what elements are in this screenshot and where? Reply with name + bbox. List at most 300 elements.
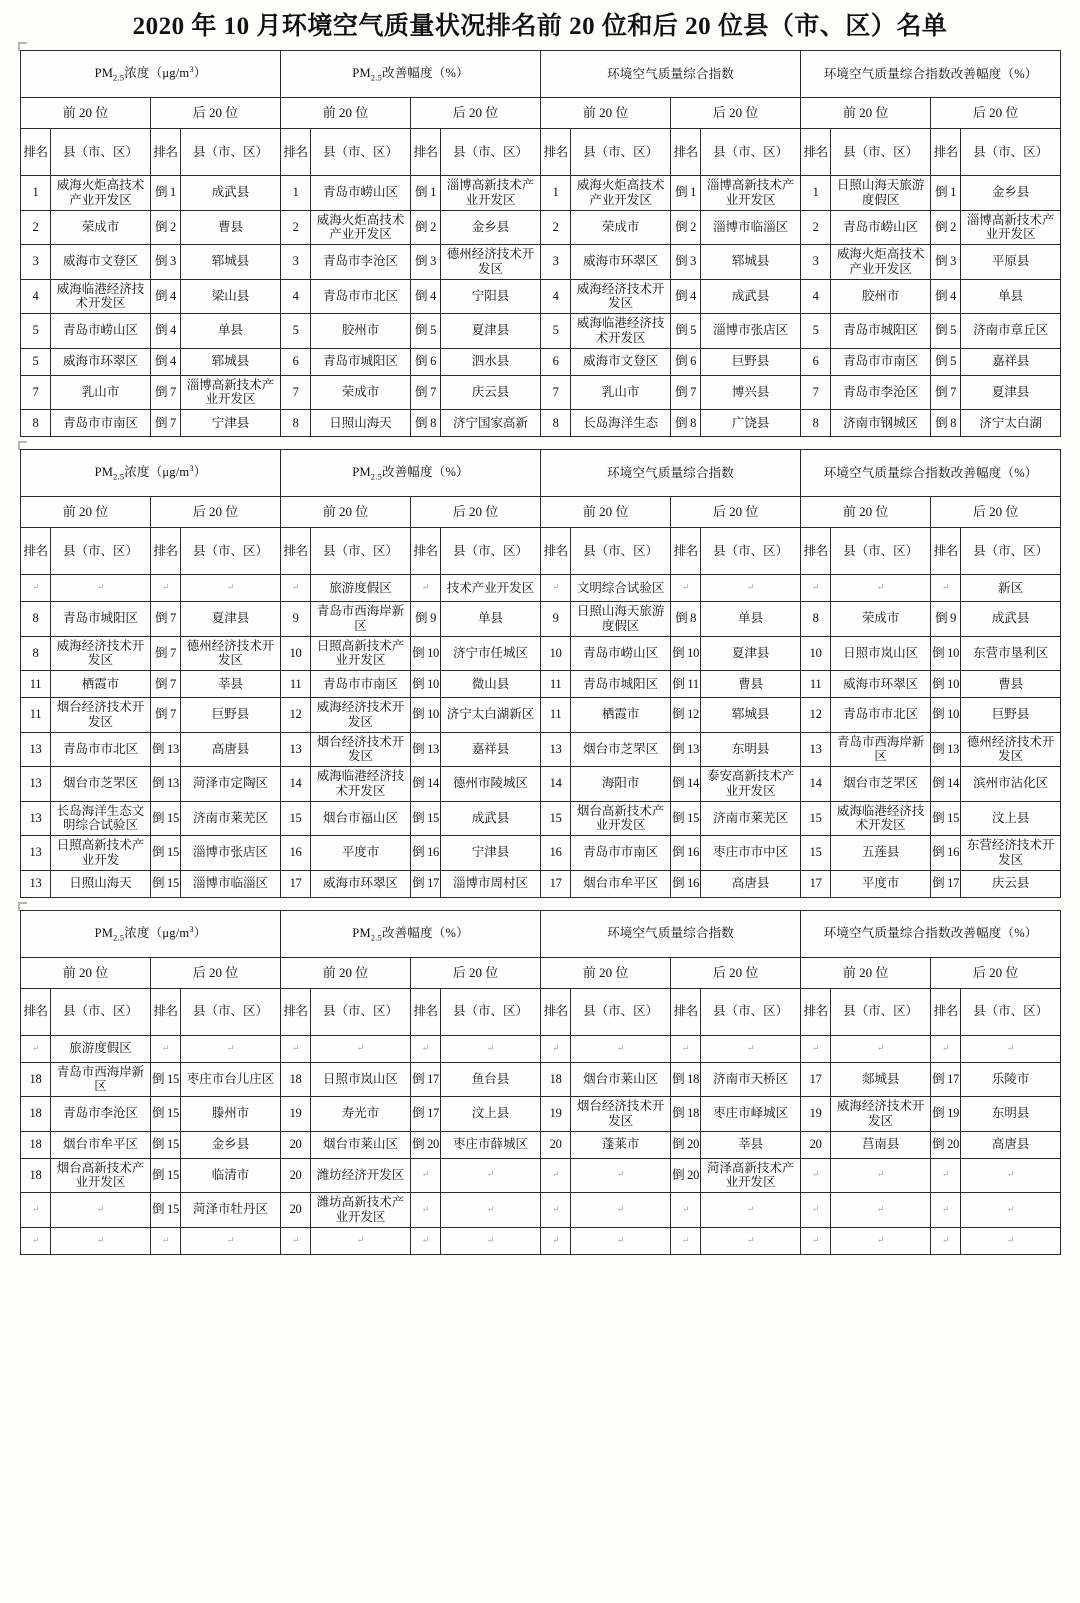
column-header-row <box>21 528 1061 575</box>
column-header-county: 县（市、区） <box>181 988 281 1035</box>
cell-county: 淄博市张店区 <box>181 836 281 871</box>
cell-rank: 17 <box>281 870 311 897</box>
cell-county: 荣成市 <box>571 210 671 245</box>
cell-rank: 18 <box>281 1062 311 1097</box>
column-header-county: 县（市、区） <box>961 988 1061 1035</box>
cell-county <box>441 1227 541 1254</box>
cell-rank: 倒 2 <box>411 210 441 245</box>
rank-group-header-row <box>21 98 1061 129</box>
rank-group-bottom-pm25-improve: 后 20 位 <box>411 497 541 528</box>
cell-county: 烟台市福山区 <box>311 801 411 836</box>
cell-county: 青岛市市南区 <box>831 348 931 375</box>
rank-group-bottom-aqi-improve: 后 20 位 <box>931 957 1061 988</box>
cell-county: 莒南县 <box>831 1131 931 1158</box>
rank-group-header-row <box>21 957 1061 988</box>
cell-county: 单县 <box>701 602 801 637</box>
table-row <box>21 410 1061 437</box>
cell-rank: 倒 13 <box>931 732 961 767</box>
cell-county: 曹县 <box>961 671 1061 698</box>
table-row <box>21 375 1061 410</box>
cell-county: 郓城县 <box>701 698 801 733</box>
cell-county: 技术产业开发区 <box>441 575 541 602</box>
empty-cell-mark: ↵ <box>96 1234 105 1245</box>
cell-rank: 19 <box>541 1097 571 1132</box>
table-row <box>21 1062 1061 1097</box>
cell-rank: 倒 8 <box>931 410 961 437</box>
cell-county: 金乡县 <box>441 210 541 245</box>
cell-rank: 倒 13 <box>151 767 181 802</box>
cell-county: 威海临港经济技术开发区 <box>571 314 671 349</box>
cell-county: 济宁市任城区 <box>441 636 541 671</box>
column-header-rank: 排名 <box>151 129 181 176</box>
column-header-rank: 排名 <box>21 528 51 575</box>
empty-cell-mark: ↵ <box>421 1169 430 1180</box>
empty-cell-mark: ↵ <box>746 1042 755 1053</box>
cell-county <box>961 1227 1061 1254</box>
cell-county: 成武县 <box>441 801 541 836</box>
cell-rank: 倒 17 <box>411 1062 441 1097</box>
cell-rank: 倒 15 <box>151 1131 181 1158</box>
cell-county: 郓城县 <box>181 348 281 375</box>
rank-group-top-aqi-improve: 前 20 位 <box>801 98 931 129</box>
cell-county: 青岛市城阳区 <box>831 314 931 349</box>
cell-county: 威海市环翠区 <box>831 671 931 698</box>
rank-group-top-pm25-improve: 前 20 位 <box>281 98 411 129</box>
cell-rank: 11 <box>21 671 51 698</box>
cell-rank: 4 <box>801 279 831 314</box>
cell-county: 寿光市 <box>311 1097 411 1132</box>
cell-county: 滕州市 <box>181 1097 281 1132</box>
cell-county: 栖霞市 <box>51 671 151 698</box>
column-header-county: 县（市、区） <box>441 129 541 176</box>
cell-rank: 9 <box>541 602 571 637</box>
cell-rank: 倒 9 <box>411 602 441 637</box>
rank-group-bottom-pm25-improve: 后 20 位 <box>411 957 541 988</box>
table-row <box>21 870 1061 897</box>
rank-group-bottom-pm25-conc: 后 20 位 <box>151 497 281 528</box>
cell-county: 青岛市城阳区 <box>51 602 151 637</box>
column-header-county: 县（市、区） <box>571 528 671 575</box>
column-header-county: 县（市、区） <box>701 528 801 575</box>
column-header-rank: 排名 <box>671 528 701 575</box>
cell-rank: 倒 14 <box>671 767 701 802</box>
column-header-county: 县（市、区） <box>311 528 411 575</box>
cell-rank: 倒 15 <box>151 801 181 836</box>
empty-cell-mark: ↵ <box>1006 1169 1015 1180</box>
metric-header-pm25-improve: $PM_{2.5}$改善幅度（%） <box>281 51 541 98</box>
column-header-county: 县（市、区） <box>831 129 931 176</box>
cell-county: 青岛市市南区 <box>51 410 151 437</box>
cell-rank: 倒 5 <box>671 314 701 349</box>
cell-county: 东营经济技术开发区 <box>961 836 1061 871</box>
cell-county: 乳山市 <box>51 375 151 410</box>
cell-rank <box>931 1227 961 1254</box>
cell-county: 济南市莱芜区 <box>181 801 281 836</box>
column-header-rank: 排名 <box>671 129 701 176</box>
column-header-rank: 排名 <box>801 528 831 575</box>
empty-cell-mark: ↵ <box>226 1234 235 1245</box>
cell-rank <box>411 1035 441 1062</box>
cell-rank: 倒 14 <box>931 767 961 802</box>
cell-rank: 倒 18 <box>671 1062 701 1097</box>
cell-rank: 8 <box>21 410 51 437</box>
cell-rank <box>21 1035 51 1062</box>
cell-county: 成武县 <box>961 602 1061 637</box>
column-header-county: 县（市、区） <box>961 528 1061 575</box>
cell-county: 潍坊高新技术产业开发区 <box>311 1193 411 1228</box>
metric-header-aqi-improve: 环境空气质量综合指数改善幅度（%） <box>801 450 1061 497</box>
cell-county: 威海经济技术开发区 <box>311 698 411 733</box>
metric-header-pm25-conc: $PM_{2.5}$浓度$(\mu g/m^3)$ <box>21 450 281 497</box>
table-continuation-row <box>21 575 1061 602</box>
metric-header-pm25-conc: $PM_{2.5}$浓度$(\mu g/m^3)$ <box>21 51 281 98</box>
cell-county: 威海经济技术开发区 <box>831 1097 931 1132</box>
cell-rank: 倒 4 <box>671 279 701 314</box>
cell-county: 烟台市莱山区 <box>311 1131 411 1158</box>
cell-rank: 5 <box>21 314 51 349</box>
cell-rank: 8 <box>21 636 51 671</box>
cell-rank: 5 <box>541 314 571 349</box>
metric-header-pm25-improve: $PM_{2.5}$改善幅度（%） <box>281 450 541 497</box>
column-header-rank: 排名 <box>411 988 441 1035</box>
cell-county: 高唐县 <box>181 732 281 767</box>
empty-cell-mark: ↵ <box>941 1169 950 1180</box>
cell-county: 梁山县 <box>181 279 281 314</box>
cell-rank: 5 <box>281 314 311 349</box>
cell-county <box>961 1158 1061 1193</box>
cell-county: 威海火炬高技术产业开发区 <box>831 245 931 280</box>
cell-county: 德州市陵城区 <box>441 767 541 802</box>
table-row <box>21 1193 1061 1228</box>
page-title: 2020 年 10 月环境空气质量状况排名前 20 位和后 20 位县（市、区）名单 <box>132 13 948 40</box>
cell-rank: 15 <box>541 801 571 836</box>
cell-county: 乳山市 <box>571 375 671 410</box>
cell-county <box>51 575 151 602</box>
empty-cell-mark: ↵ <box>161 582 170 593</box>
cell-rank: 15 <box>281 801 311 836</box>
cell-county: 宁津县 <box>181 410 281 437</box>
cell-rank: 17 <box>801 1062 831 1097</box>
cell-rank: 3 <box>801 245 831 280</box>
table-row <box>21 767 1061 802</box>
cell-rank: 倒 7 <box>151 602 181 637</box>
cell-county: 成武县 <box>181 176 281 211</box>
column-header-county: 县（市、区） <box>701 129 801 176</box>
cell-rank: 倒 16 <box>931 836 961 871</box>
cell-county: 荣成市 <box>831 602 931 637</box>
cell-rank <box>931 1193 961 1228</box>
cell-rank <box>281 1227 311 1254</box>
cell-county: 日照山海天旅游度假区 <box>831 176 931 211</box>
cell-rank: 倒 10 <box>411 671 441 698</box>
cell-county <box>961 1193 1061 1228</box>
cell-county <box>831 1035 931 1062</box>
column-header-rank: 排名 <box>801 988 831 1035</box>
cell-county: 五莲县 <box>831 836 931 871</box>
cell-county: 夏津县 <box>181 602 281 637</box>
empty-cell-mark: ↵ <box>31 1234 40 1245</box>
empty-cell-mark: ↵ <box>876 1042 885 1053</box>
cell-county: 威海市文登区 <box>51 245 151 280</box>
cell-rank: 倒 17 <box>411 1097 441 1132</box>
column-header-county: 县（市、区） <box>181 528 281 575</box>
cell-county <box>571 1227 671 1254</box>
cell-rank: 4 <box>541 279 571 314</box>
cell-rank: 倒 18 <box>671 1097 701 1132</box>
cell-county: 宁津县 <box>441 836 541 871</box>
cell-rank: 倒 4 <box>151 348 181 375</box>
cell-rank: 倒 8 <box>411 410 441 437</box>
cell-rank: 11 <box>541 698 571 733</box>
cell-rank: 16 <box>281 836 311 871</box>
page-corner-mark-icon <box>18 42 28 52</box>
cell-county: 文明综合试验区 <box>571 575 671 602</box>
cell-county: 长岛海洋生态文明综合试验区 <box>51 801 151 836</box>
cell-rank: 倒 3 <box>931 245 961 280</box>
cell-county: 荣成市 <box>51 210 151 245</box>
cell-rank: 14 <box>281 767 311 802</box>
cell-county: 淄博高新技术产业开发区 <box>961 210 1061 245</box>
cell-rank: 7 <box>21 375 51 410</box>
cell-county: 烟台市莱山区 <box>571 1062 671 1097</box>
cell-rank <box>151 1227 181 1254</box>
cell-county <box>181 1227 281 1254</box>
cell-rank: 倒 1 <box>671 176 701 211</box>
cell-county <box>701 1193 801 1228</box>
cell-rank: 7 <box>541 375 571 410</box>
empty-cell-mark: ↵ <box>31 582 40 593</box>
cell-rank: 6 <box>541 348 571 375</box>
empty-cell-mark: ↵ <box>356 1042 365 1053</box>
empty-cell-mark: ↵ <box>876 1234 885 1245</box>
cell-rank: 20 <box>801 1131 831 1158</box>
ranking-table-3 <box>20 910 1060 1255</box>
cell-county: 旅游度假区 <box>311 575 411 602</box>
cell-county: 金乡县 <box>961 176 1061 211</box>
cell-rank <box>281 575 311 602</box>
table-row <box>21 210 1061 245</box>
cell-county: 金乡县 <box>181 1131 281 1158</box>
cell-county: 莘县 <box>701 1131 801 1158</box>
cell-rank: 倒 17 <box>931 870 961 897</box>
table-row <box>21 1227 1061 1254</box>
rank-group-bottom-aqi-improve: 后 20 位 <box>931 98 1061 129</box>
table-row <box>21 602 1061 637</box>
cell-county: 威海火炬高技术产业开发区 <box>311 210 411 245</box>
empty-cell-mark: ↵ <box>161 1042 170 1053</box>
cell-county: 淄博高新技术产业开发区 <box>441 176 541 211</box>
empty-cell-mark: ↵ <box>486 1203 495 1214</box>
rank-group-top-pm25-conc: 前 20 位 <box>21 957 151 988</box>
table-row <box>21 671 1061 698</box>
cell-county: 烟台市牟平区 <box>571 870 671 897</box>
cell-county: 烟台高新技术产业开发区 <box>571 801 671 836</box>
cell-county <box>441 1193 541 1228</box>
cell-rank: 13 <box>801 732 831 767</box>
cell-rank: 倒 10 <box>411 636 441 671</box>
cell-county: 滨州市沾化区 <box>961 767 1061 802</box>
cell-county: 淄博市临淄区 <box>701 210 801 245</box>
empty-cell-mark: ↵ <box>746 582 755 593</box>
cell-county: 青岛市市北区 <box>831 698 931 733</box>
cell-county: 青岛市市南区 <box>311 671 411 698</box>
cell-rank: 倒 16 <box>411 836 441 871</box>
cell-rank: 倒 1 <box>931 176 961 211</box>
cell-county: 单县 <box>181 314 281 349</box>
cell-rank: 17 <box>541 870 571 897</box>
cell-rank <box>801 1158 831 1193</box>
cell-county: 烟台市芝罘区 <box>51 767 151 802</box>
cell-county <box>961 1035 1061 1062</box>
cell-rank: 倒 7 <box>151 410 181 437</box>
empty-cell-mark: ↵ <box>811 1203 820 1214</box>
empty-cell-mark: ↵ <box>291 1234 300 1245</box>
cell-county <box>311 1035 411 1062</box>
cell-county <box>701 575 801 602</box>
cell-county <box>311 1227 411 1254</box>
column-header-rank: 排名 <box>21 988 51 1035</box>
cell-rank: 倒 2 <box>151 210 181 245</box>
cell-county: 东明县 <box>961 1097 1061 1132</box>
cell-rank: 倒 7 <box>151 671 181 698</box>
column-header-rank: 排名 <box>281 129 311 176</box>
column-header-rank: 排名 <box>411 528 441 575</box>
empty-cell-mark: ↵ <box>356 1234 365 1245</box>
cell-county: 单县 <box>441 602 541 637</box>
cell-rank: 3 <box>21 245 51 280</box>
rank-group-bottom-aqi-index: 后 20 位 <box>671 957 801 988</box>
cell-county: 烟台高新技术产业开发区 <box>51 1158 151 1193</box>
cell-county <box>181 575 281 602</box>
cell-county: 东明县 <box>701 732 801 767</box>
cell-county: 夏津县 <box>701 636 801 671</box>
cell-rank: 13 <box>21 767 51 802</box>
cell-county: 新区 <box>961 575 1061 602</box>
column-header-county: 县（市、区） <box>311 129 411 176</box>
cell-rank: 8 <box>801 410 831 437</box>
cell-county: 成武县 <box>701 279 801 314</box>
cell-county: 临清市 <box>181 1158 281 1193</box>
empty-cell-mark: ↵ <box>811 1234 820 1245</box>
cell-rank: 9 <box>281 602 311 637</box>
empty-cell-mark: ↵ <box>486 1042 495 1053</box>
cell-rank: 20 <box>541 1131 571 1158</box>
empty-cell-mark: ↵ <box>551 1203 560 1214</box>
cell-county: 青岛市市南区 <box>571 836 671 871</box>
metric-header-aqi-index: 环境空气质量综合指数 <box>541 450 801 497</box>
cell-county: 日照市岚山区 <box>831 636 931 671</box>
cell-rank: 倒 10 <box>931 698 961 733</box>
cell-rank: 倒 20 <box>931 1131 961 1158</box>
cell-county: 德州经济技术开发区 <box>961 732 1061 767</box>
cell-rank: 18 <box>21 1131 51 1158</box>
cell-rank <box>671 1035 701 1062</box>
cell-rank: 倒 15 <box>151 870 181 897</box>
cell-rank: 8 <box>21 602 51 637</box>
column-header-rank: 排名 <box>281 528 311 575</box>
cell-county: 青岛市李沧区 <box>51 1097 151 1132</box>
cell-rank: 1 <box>281 176 311 211</box>
empty-cell-mark: ↵ <box>161 1234 170 1245</box>
rank-group-top-pm25-improve: 前 20 位 <box>281 497 411 528</box>
empty-cell-mark: ↵ <box>421 582 430 593</box>
cell-county: 烟台市芝罘区 <box>831 767 931 802</box>
cell-county: 郯城县 <box>831 1062 931 1097</box>
cell-county <box>831 1158 931 1193</box>
metric-header-row <box>21 51 1061 98</box>
cell-county: 威海火炬高技术产业开发区 <box>571 176 671 211</box>
cell-rank <box>541 575 571 602</box>
metric-header-row <box>21 910 1061 957</box>
cell-county: 嘉祥县 <box>961 348 1061 375</box>
tables-container <box>0 50 1080 1255</box>
empty-cell-mark: ↵ <box>876 1169 885 1180</box>
cell-county: 平度市 <box>831 870 931 897</box>
column-header-rank: 排名 <box>151 528 181 575</box>
column-header-rank: 排名 <box>21 129 51 176</box>
cell-county: 东营市垦利区 <box>961 636 1061 671</box>
empty-cell-mark: ↵ <box>811 1042 820 1053</box>
cell-rank: 3 <box>541 245 571 280</box>
empty-cell-mark: ↵ <box>876 1203 885 1214</box>
cell-county: 乐陵市 <box>961 1062 1061 1097</box>
rank-group-bottom-aqi-index: 后 20 位 <box>671 98 801 129</box>
cell-county: 日照山海天 <box>311 410 411 437</box>
column-header-county: 县（市、区） <box>51 988 151 1035</box>
empty-cell-mark: ↵ <box>421 1042 430 1053</box>
cell-county: 汶上县 <box>441 1097 541 1132</box>
cell-rank: 8 <box>281 410 311 437</box>
cell-county: 日照高新技术产业开发 <box>51 836 151 871</box>
cell-county: 淄博高新技术产业开发区 <box>181 375 281 410</box>
rank-group-top-aqi-index: 前 20 位 <box>541 98 671 129</box>
cell-rank <box>671 1227 701 1254</box>
cell-rank: 倒 19 <box>931 1097 961 1132</box>
cell-county: 烟台市芝罘区 <box>571 732 671 767</box>
cell-county <box>571 1193 671 1228</box>
cell-county: 烟台经济技术开发区 <box>571 1097 671 1132</box>
cell-rank: 6 <box>801 348 831 375</box>
cell-rank: 倒 11 <box>671 671 701 698</box>
column-header-county: 县（市、区） <box>961 129 1061 176</box>
cell-county: 德州经济技术开发区 <box>441 245 541 280</box>
column-header-county: 县（市、区） <box>831 528 931 575</box>
ranking-table <box>20 50 1061 437</box>
cell-rank: 18 <box>21 1097 51 1132</box>
cell-county: 枣庄市台儿庄区 <box>181 1062 281 1097</box>
cell-county: 济南市天桥区 <box>701 1062 801 1097</box>
cell-rank: 5 <box>801 314 831 349</box>
cell-county <box>441 1035 541 1062</box>
cell-rank: 倒 7 <box>151 375 181 410</box>
rank-group-bottom-aqi-index: 后 20 位 <box>671 497 801 528</box>
cell-rank: 1 <box>21 176 51 211</box>
ranking-table <box>20 449 1061 898</box>
cell-rank <box>21 575 51 602</box>
cell-county: 菏泽高新技术产业开发区 <box>701 1158 801 1193</box>
cell-rank: 4 <box>21 279 51 314</box>
table-row <box>21 636 1061 671</box>
empty-cell-mark: ↵ <box>96 1203 105 1214</box>
cell-rank: 倒 6 <box>671 348 701 375</box>
cell-county <box>831 1193 931 1228</box>
cell-county: 平原县 <box>961 245 1061 280</box>
empty-cell-mark: ↵ <box>616 1234 625 1245</box>
cell-rank: 倒 16 <box>671 836 701 871</box>
cell-rank <box>931 1158 961 1193</box>
cell-county: 威海市环翠区 <box>311 870 411 897</box>
column-header-county: 县（市、区） <box>831 988 931 1035</box>
